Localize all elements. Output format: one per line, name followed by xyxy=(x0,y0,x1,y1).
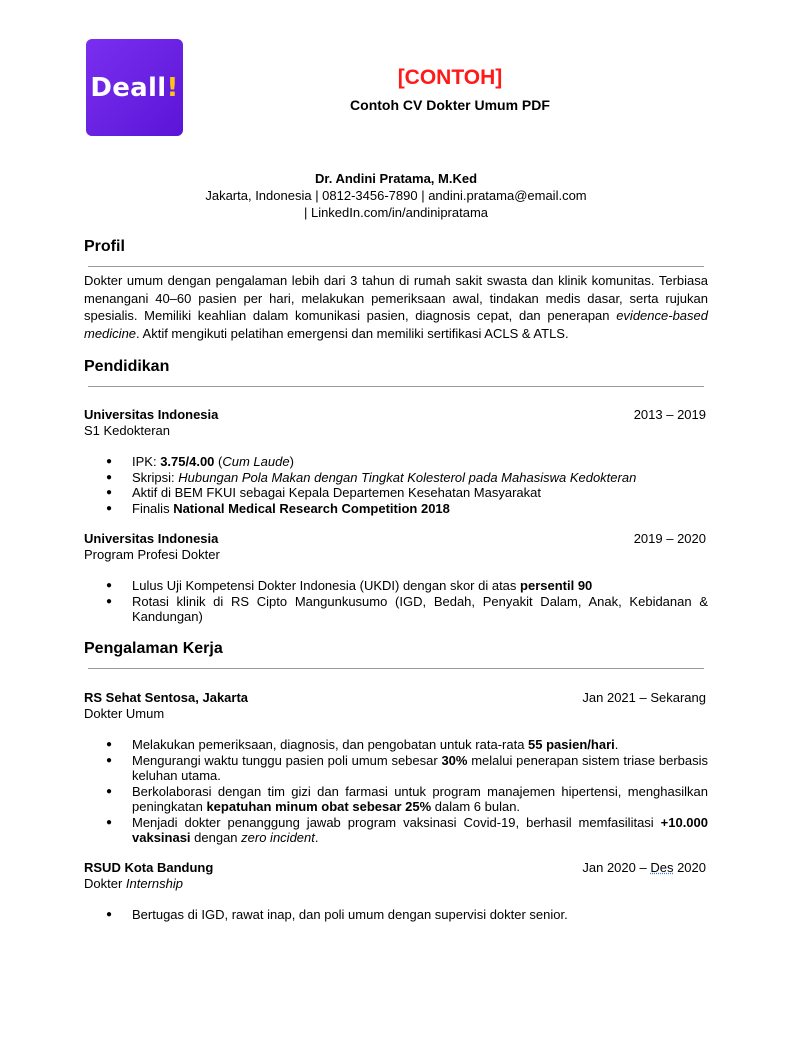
edu-1-bullets xyxy=(84,454,708,516)
brand-logo xyxy=(86,39,183,136)
job-role: Dokter Umum xyxy=(84,706,165,721)
edu-degree: Program Profesi Dokter xyxy=(84,547,220,562)
profil-text: Dokter umum dengan pengalaman lebih dari 3 tahun di rumah sakit swasta dan klinik komunitas. Terbiasa menangani 40–60 pasien per hari, melakukan pemeriksaan awal, tindakan medis dasar, serta rujukan spesialis. Memiliki keahlian dalam komunikasi pasien, diagnosis cepat, dan penerapan evidence-based medicine. Aktif mengikuti pelatihan emergensi dan memiliki sertifikasi ACLS & ATLS. xyxy=(84,273,708,341)
job-entry-1 xyxy=(84,690,706,706)
section-title-pendidikan: Pendidikan xyxy=(84,358,170,375)
edu-entry-1 xyxy=(84,407,706,423)
list-item: ● Mengurangi waktu tunggu pasien poli umum sebesar 30% melalui penerapan sistem triase berbasis keluhan utama. xyxy=(84,753,708,784)
edu-degree: S1 Kedokteran xyxy=(84,423,171,438)
edu-entry-2 xyxy=(84,531,706,547)
list-item: ● Menjadi dokter penanggung jawab program vaksinasi Covid-19, berhasil memfasilitasi +10.000 vaksinasi dengan zero incident. xyxy=(84,815,708,846)
document-subtitle: Contoh CV Dokter Umum PDF xyxy=(350,97,550,113)
job-org: RS Sehat Sentosa, Jakarta xyxy=(84,690,249,705)
section-title-pengalaman: Pengalaman Kerja xyxy=(84,640,223,657)
list-item: ● Melakukan pemeriksaan, diagnosis, dan pengobatan untuk rata-rata 55 pasien/hari. xyxy=(84,737,708,753)
list-item: ● Berkolaborasi dengan tim gizi dan farmasi untuk program manajemen hipertensi, menghasilkan peningkatan kepatuhan minum obat sebesar 25% dalam 6 bulan. xyxy=(84,784,708,815)
job-role: Dokter Internship xyxy=(84,876,183,891)
logo-text: Deall! xyxy=(90,72,179,103)
list-item: ● IPK: 3.75/4.00 (Cum Laude) xyxy=(84,454,708,470)
job-date: Jan 2020 – Des 2020 xyxy=(582,860,706,875)
candidate-name: Dr. Andini Pratama, M.Ked xyxy=(314,171,478,186)
job-entry-2 xyxy=(84,860,706,876)
section-title-profil: Profil xyxy=(84,238,125,255)
sample-tag: [CONTOH] xyxy=(397,66,503,89)
section-divider xyxy=(88,266,704,267)
edu-org: Universitas Indonesia xyxy=(84,531,219,546)
job-2-bullets xyxy=(84,907,708,923)
list-item: ● Lulus Uji Kompetensi Dokter Indonesia (UKDI) dengan skor di atas persentil 90 xyxy=(84,578,708,594)
contact-line: Jakarta, Indonesia | 0812-3456-7890 | andini.pratama@email.com xyxy=(205,188,587,203)
job-date: Jan 2021 – Sekarang xyxy=(582,690,706,705)
list-item: ● Bertugas di IGD, rawat inap, dan poli umum dengan supervisi dokter senior. xyxy=(84,907,708,923)
edu-date: 2019 – 2020 xyxy=(633,531,706,546)
contact-block xyxy=(84,170,708,221)
list-item: ● Finalis National Medical Research Competition 2018 xyxy=(84,501,708,517)
list-item: ● Rotasi klinik di RS Cipto Mangunkusumo (IGD, Bedah, Penyakit Dalam, Anak, Kebidanan & Kandungan) xyxy=(84,594,708,625)
edu-org: Universitas Indonesia xyxy=(84,407,219,422)
contact-linkedin: | LinkedIn.com/in/andinipratama xyxy=(303,205,489,220)
job-1-bullets xyxy=(84,737,708,846)
list-item: ● Aktif di BEM FKUI sebagai Kepala Departemen Kesehatan Masyarakat xyxy=(84,485,708,501)
edu-2-bullets xyxy=(84,578,708,625)
job-org: RSUD Kota Bandung xyxy=(84,860,214,875)
section-divider xyxy=(88,668,704,669)
list-item: ● Skripsi: Hubungan Pola Makan dengan Tingkat Kolesterol pada Mahasiswa Kedokteran xyxy=(84,470,708,486)
section-divider xyxy=(88,386,704,387)
edu-date: 2013 – 2019 xyxy=(633,407,706,422)
